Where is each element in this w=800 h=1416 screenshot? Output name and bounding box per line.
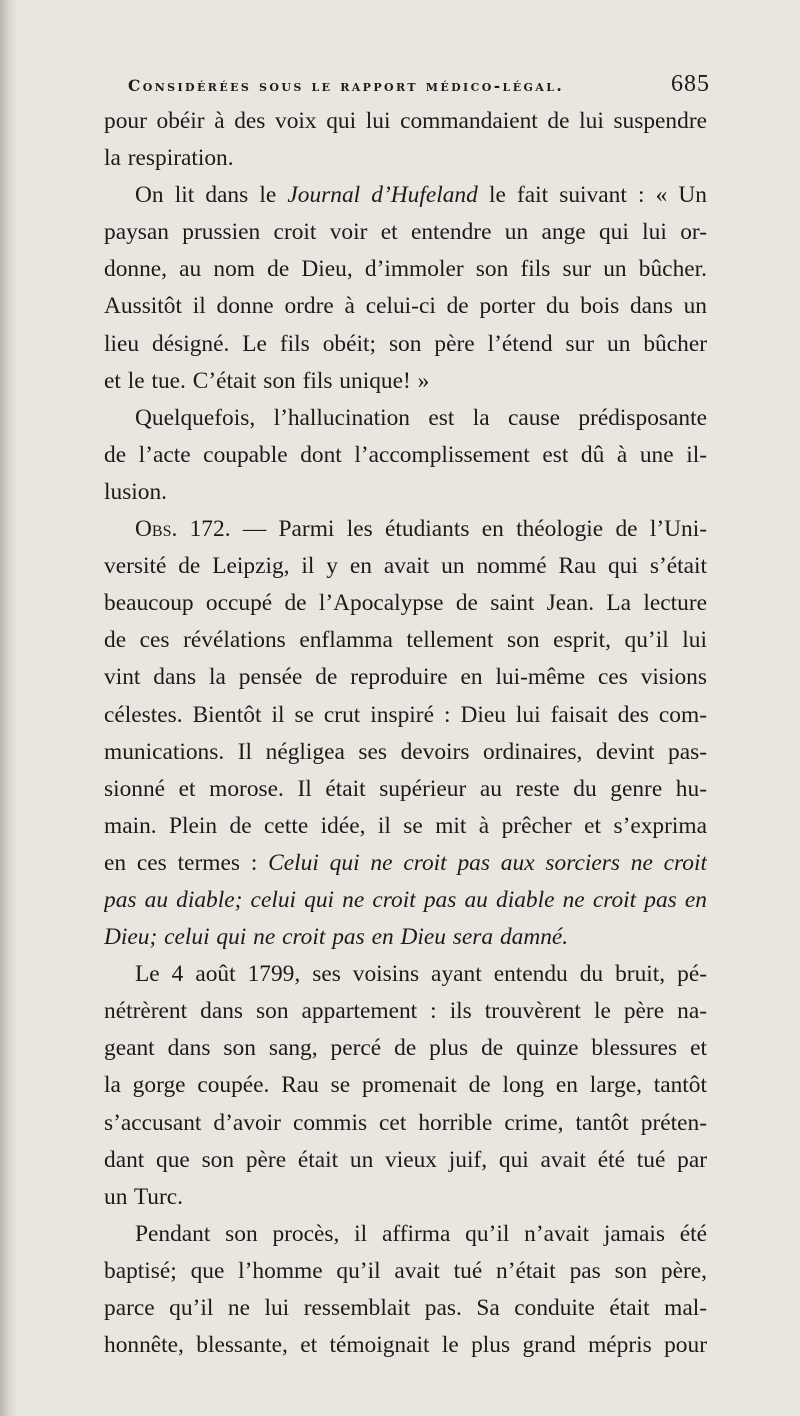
text-segment: et le tue. C’était son fils unique! » <box>104 367 430 394</box>
text-segment: s’accusant d’avoir commis cet horrible crime, tantôt préten- <box>104 1109 707 1136</box>
text-segment: Pendant son procès, il affirma qu’il n’avait jamais été <box>135 1220 707 1247</box>
text-segment: donne, au nom de Dieu, d’immoler son fils sur un bûcher. <box>104 256 707 283</box>
text-line <box>104 288 707 325</box>
text-line <box>104 1216 707 1253</box>
text-line <box>104 845 707 882</box>
text-line <box>104 177 707 214</box>
text-segment: lusion. <box>104 478 168 505</box>
running-head <box>128 71 710 106</box>
italic-text: Journal d’Hufeland <box>287 182 478 209</box>
text-line <box>104 1142 707 1179</box>
italic-text: Celui qui ne croit pas aux sorciers ne croit <box>268 849 707 876</box>
text-segment: paysan prussien croit voir et entendre un ange qui lui or- <box>104 219 707 246</box>
text-segment: Le 4 août 1799, ses voisins ayant entendu du bruit, pé- <box>135 961 707 988</box>
text-line <box>104 1067 707 1104</box>
text-segment: de l’acte coupable dont l’accomplissement est dû à une il- <box>104 441 707 468</box>
text-segment: vint dans la pensée de reproduire en lui-même ces visions <box>104 664 707 691</box>
text-segment: de ces révélations enflamma tellement son esprit, qu’il lui <box>104 627 707 654</box>
text-segment: la gorge coupée. Rau se promenait de long en large, tantôt <box>104 1072 707 1099</box>
text-line <box>104 585 707 622</box>
text-line <box>104 808 707 845</box>
text-segment: main. Plein de cette idée, il se mit à prêcher et s’exprima <box>104 812 707 839</box>
text-segment: On lit dans le <box>135 182 288 209</box>
text-segment: pour obéir à des voix qui lui commandaient de lui suspendre <box>104 108 707 134</box>
text-line <box>104 956 707 993</box>
text-segment: célestes. Bientôt il se crut inspiré : Dieu lui faisait des com- <box>104 701 707 728</box>
text-line <box>104 734 707 771</box>
text-segment: nétrèrent dans son appartement : ils trouvèrent le père na- <box>104 998 707 1025</box>
text-line <box>104 548 707 585</box>
text-line <box>104 214 707 251</box>
text-line <box>104 1105 707 1142</box>
text-line <box>104 363 707 400</box>
text-segment: geant dans son sang, percé de plus de quinze blessures et <box>104 1035 707 1062</box>
text-segment: versité de Leipzig, il y en avait un nommé Rau qui s’était <box>104 553 707 580</box>
text-segment: Aussitôt il donne ordre à celui-ci de porter du bois dans un <box>104 293 707 320</box>
text-segment: un Turc. <box>104 1183 183 1210</box>
text-segment: munications. Il négligea ses devoirs ordinaires, devint pas- <box>104 738 707 765</box>
text-segment: Quelquefois, l’hallucination est la cause prédisposante <box>135 404 707 431</box>
italic-text: pas au diable; celui qui ne croit pas au diable ne croit pas en <box>104 886 707 913</box>
text-line <box>104 697 707 734</box>
text-line <box>104 1179 707 1216</box>
text-segment: dant que son père était un vieux juif, qui avait été tué par <box>104 1146 707 1173</box>
text-line <box>104 474 707 511</box>
running-title: Considérées sous le rapport médico-légal. <box>128 76 565 95</box>
text-segment: sionné et morose. Il était supérieur au reste du genre hu- <box>104 775 707 802</box>
text-line <box>104 1327 707 1364</box>
text-line <box>104 659 707 696</box>
body-text <box>104 103 707 1364</box>
text-line <box>104 511 707 548</box>
text-line <box>104 882 707 919</box>
text-line <box>104 1030 707 1067</box>
page-number: 685 <box>671 71 710 97</box>
text-line <box>104 1253 707 1290</box>
text-line <box>104 771 707 808</box>
text-segment: en ces termes : <box>104 849 269 876</box>
text-segment: beaucoup occupé de l’Apocalypse de saint Jean. La lecture <box>104 590 707 617</box>
text-segment: lieu désigné. Le fils obéit; son père l’étend sur un bûcher <box>104 330 707 357</box>
text-segment: baptisé; que l’homme qu’il avait tué n’était pas son père, <box>104 1257 707 1284</box>
text-segment: le fait suivant : « Un <box>477 182 707 209</box>
text-line <box>104 919 707 956</box>
text-segment: honnête, blessante, et témoignait le plus grand mépris pour <box>104 1332 707 1359</box>
text-line <box>104 103 707 140</box>
text-line <box>104 326 707 363</box>
text-segment: Obs. <box>135 516 178 543</box>
text-line <box>104 400 707 437</box>
text-segment: parce qu’il ne lui ressemblait pas. Sa conduite était mal- <box>104 1295 707 1321</box>
text-line <box>104 622 707 659</box>
text-line <box>104 1290 707 1327</box>
text-line <box>104 437 707 474</box>
text-segment: 172. — Parmi les étudiants en théologie de l’Uni- <box>177 516 707 543</box>
text-segment: la respiration. <box>104 145 234 172</box>
italic-text: Dieu; celui qui ne croit pas en Dieu sera damné. <box>104 924 569 951</box>
text-line <box>104 251 707 288</box>
text-line <box>104 993 707 1030</box>
text-line <box>104 140 707 177</box>
